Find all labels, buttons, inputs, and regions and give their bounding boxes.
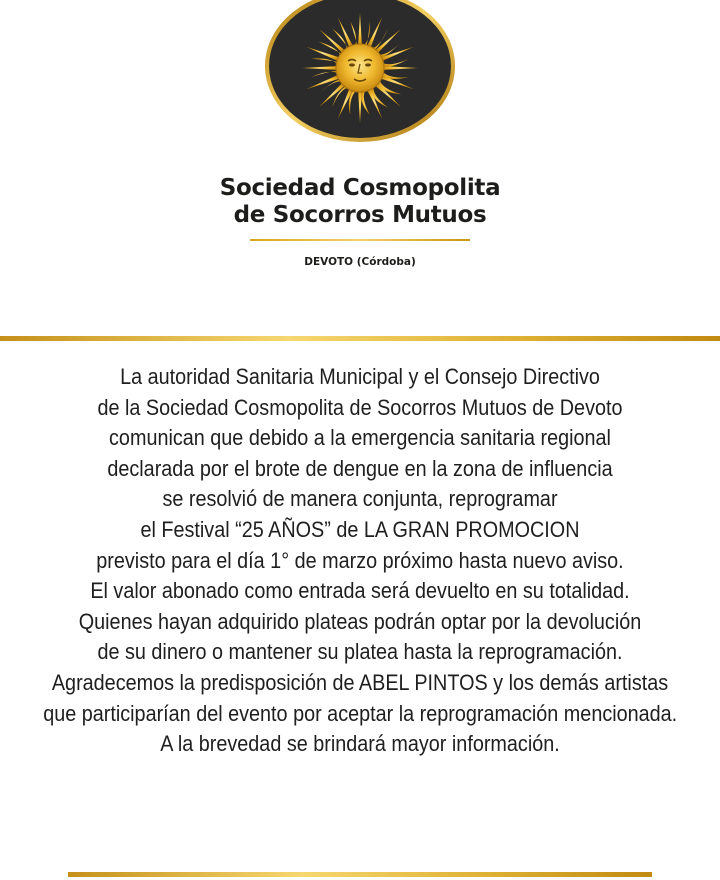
organization-name-line1: Sociedad Cosmopolita (219, 175, 501, 201)
announcement-line: previsto para el día 1° de marzo próximo hasta nuevo aviso. (96, 547, 624, 573)
announcement-line: el Festival “25 AÑOS” de LA GRAN PROMOCION (140, 516, 580, 542)
announcement-line: de su dinero o mantener su platea hasta la reprogramación. (97, 639, 623, 665)
title-divider (250, 239, 470, 241)
organization-name-line2: de Socorros Mutuos (233, 202, 487, 228)
bottom-gold-divider (68, 872, 652, 877)
announcement-line: comunican que debido a la emergencia sanitaria regional (109, 425, 611, 451)
top-gold-divider (0, 336, 720, 341)
announcement-line: que participarían del evento por aceptar la reprogramación mencionada. (43, 700, 678, 726)
location-label: DEVOTO (Córdoba) (304, 256, 416, 268)
announcement-line: A la brevedad se brindará mayor información. (160, 731, 560, 757)
announcement-line: El valor abonado como entrada será devuelto en su totalidad. (90, 578, 630, 604)
announcement-text (43, 362, 677, 760)
announcement-line: declarada por el brote de dengue en la zona de influencia (107, 455, 613, 481)
announcement-line: Quienes hayan adquirido plateas podrán optar por la devolución (78, 608, 642, 634)
announcement-line: Agradecemos la predisposición de ABEL PINTOS y los demás artistas (51, 669, 669, 695)
header (0, 0, 720, 290)
announcement-line: se resolvió de manera conjunta, reprogramar (162, 486, 558, 512)
announcement-line: La autoridad Sanitaria Municipal y el Consejo Directivo (120, 364, 600, 389)
sun-emblem-icon (262, 0, 458, 148)
announcement-line: de la Sociedad Cosmopolita de Socorros Mutuos de Devoto (97, 394, 623, 420)
